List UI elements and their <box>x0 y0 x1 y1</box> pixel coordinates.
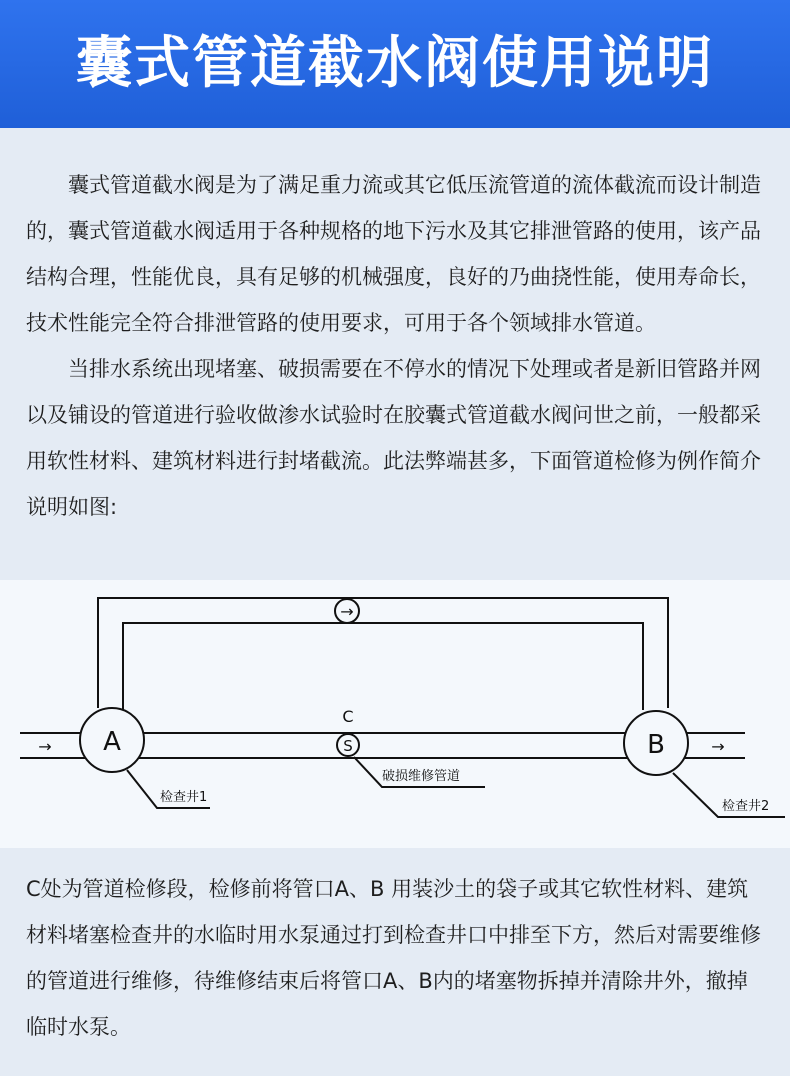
pipe-diagram-svg <box>0 580 790 848</box>
outlet-flow-arrow-icon: → <box>711 737 725 756</box>
bypass-flow-arrow-icon: → <box>340 602 354 621</box>
pipe-diagram <box>0 580 790 848</box>
page-title: 囊式管道截水阀使用说明 <box>76 31 714 96</box>
label-well2: 检查井2 <box>722 799 770 814</box>
bypass-pipe-inner <box>123 623 643 710</box>
point-s-label: S <box>343 737 353 755</box>
intro-paragraph-2: 当排水系统出现堵塞、破损需要在不停水的情况下处理或者是新旧管路并网以及铺设的管道进行验收做渗水试验时在胶囊式管道截水阀问世之前，一般都采用软性材料、建筑材料进行封堵截流。此法弊端甚多，下面管道检修为例作简介说明如图: <box>26 357 761 519</box>
point-c-label: C <box>342 707 354 726</box>
well-b-label: B <box>647 730 665 760</box>
explain-section <box>26 866 766 1050</box>
intro-paragraph-1: 囊式管道截水阀是为了满足重力流或其它低压流管道的流体截流而设计制造的，囊式管道截水阀适用于各种规格的地下污水及其它排泄管路的使用，该产品结构合理，性能优良，具有足够的机械强度，良好的乃曲挠性能，使用寿命长，技术性能完全符合排泄管路的使用要求，可用于各个领域排水管道。 <box>26 173 761 335</box>
label-well1: 检查井1 <box>160 790 208 805</box>
intro-section <box>26 162 766 530</box>
explain-paragraph: C处为管道检修段，检修前将管口A、B 用装沙土的袋子或其它软性材料、建筑材料堵塞检查井的水临时用水泵通过打到检查井口中排至下方，然后对需要维修的管道进行维修，待维修结束后将管口A、B内的堵塞物拆掉并清除井外，撤掉临时水泵。 <box>26 877 761 1039</box>
bypass-pipe-outer <box>98 598 668 708</box>
inlet-flow-arrow-icon: → <box>38 737 52 756</box>
label-repair: 破损维修管道 <box>382 769 461 784</box>
page-header <box>0 0 790 128</box>
well-a-label: A <box>103 727 121 757</box>
